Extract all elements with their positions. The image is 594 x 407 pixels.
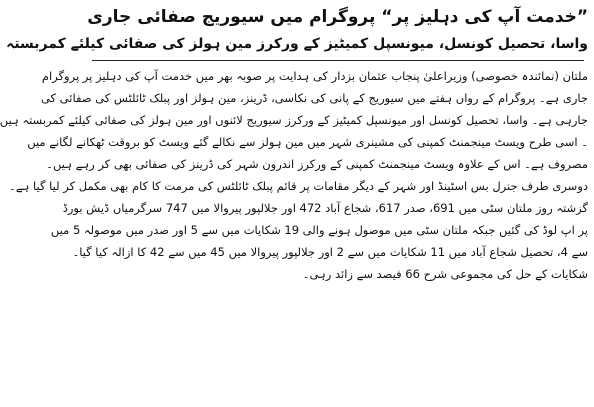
article-body [0,65,588,285]
article-line: گزشتہ روز ملتان سٹی میں 691، صدر 617، شجاع آباد 472 اور جلالپور پیروالا میں 747 سرگرمیاں ڈیش بورڈ [62,201,588,215]
article-line: ۔ اسی طرح ویسٹ مینجمنٹ کمپنی کی مشینری شہر میں مین ہولز سے نکالے گئے ویسٹ کو بروقت ٹھکانے لگانے میں [27,135,588,149]
article-line: ملتان (نمائندہ خصوصی) وزیراعلیٰ پنجاب عثمان بزدار کی ہدایت پر صوبہ بھر میں خدمت آپ کی دہلیز پر پروگرام [41,69,588,83]
article-line: شکایات کے حل کی مجموعی شرح 66 فیصد سے زائد رہی۔ [302,267,588,281]
article-line: مصروف ہے۔ اس کے علاوہ ویسٹ مینجمنٹ کمپنی کے ورکرز اندرون شہر کی ڈرینز کی صفائی بھی کر رہے ہیں۔ [46,157,588,171]
headline: ”خدمت آپ کی دہلیز پر“ پروگرام میں سیوریج صفائی جاری [87,7,588,27]
sub-headline: واسا، تحصیل کونسل، میونسپل کمیٹیز کے ورکرز مین ہولز کی صفائی کیلئے کمربستہ [6,36,588,52]
article-line: دوسری طرف جنرل بس اسٹینڈ اور شہر کے دیگر مقامات پر قائم پبلک ٹائلٹس کی مرمت کا کام بھی مکمل کر لیا گیا ہے۔ [9,179,588,193]
article-line: پر اپ لوڈ کی گئیں جبکہ ملتان سٹی میں موصول ہونے والی 19 شکایات میں سے 5 اور صدر میں موصولہ 5 میں [50,223,588,237]
article-line: سے 4، تحصیل شجاع آباد میں 11 شکایات میں سے 2 اور جلالپور پیروالا میں 45 میں سے 42 کا ازالہ کیا گیا۔ [72,245,588,259]
article-line: جارہی ہے۔ واسا، تحصیل کونسل اور میونسپل کمیٹیز کے ورکرز سیوریج لائنوں اور مین ہولز کی صفائی کیلئے کمربستہ ہیں [0,113,588,127]
article-line: جاری ہے۔ پروگرام کے رواں ہفتے میں سیوریج کے پانی کی نکاسی، ڈرینز، مین ہولز اور پبلک ٹائلٹس کی صفائی کی [40,91,588,105]
divider [92,60,584,61]
